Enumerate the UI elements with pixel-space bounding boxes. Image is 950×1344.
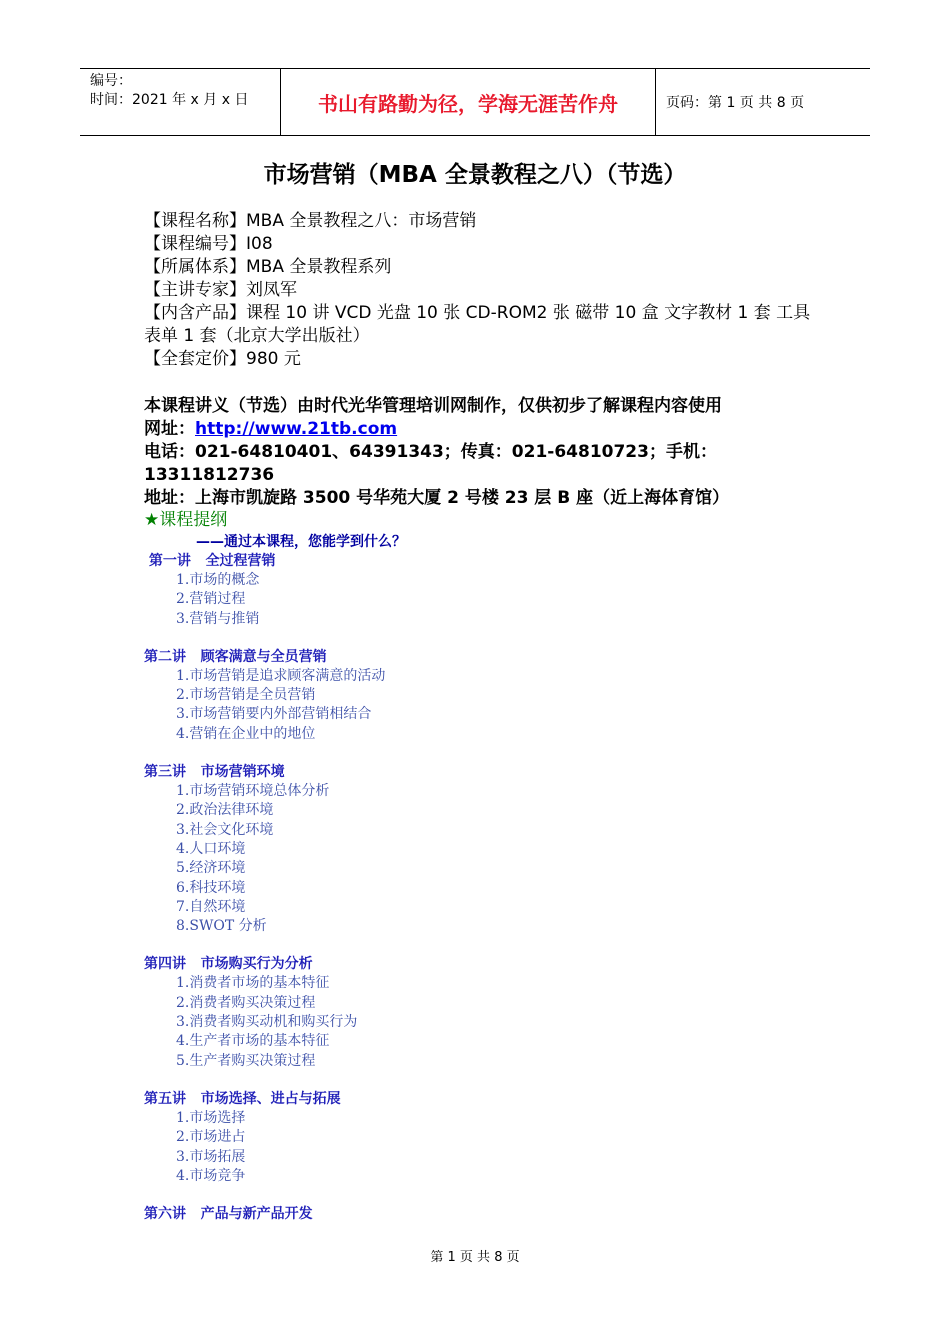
info-value: 980 元	[246, 349, 301, 369]
list-item: 3.市场拓展	[176, 1148, 246, 1165]
lecture-2	[144, 648, 844, 744]
list-item: 4.人口环境	[176, 840, 246, 857]
lecture-1	[144, 552, 844, 629]
list-item: 5.生产者购买决策过程	[176, 1052, 316, 1069]
info-row	[144, 256, 824, 279]
list-item: 7.自然环境	[176, 898, 246, 915]
contact-block	[144, 395, 844, 510]
list-item: 1.市场选择	[176, 1109, 246, 1126]
lecture-title: 第五讲 市场选择、进占与拓展	[144, 1090, 341, 1107]
lecture-6	[144, 1205, 844, 1224]
page-title: 市场营销（MBA 全景教程之八）（节选）	[263, 162, 687, 188]
lecture-title: 第二讲 顾客满意与全员营销	[144, 648, 327, 665]
website-label: 网址：	[144, 419, 195, 439]
header-table	[80, 68, 870, 136]
info-row	[144, 210, 824, 233]
lecture-title: 第四讲 市场购买行为分析	[144, 956, 313, 973]
info-value: 刘凤军	[246, 280, 297, 300]
lecture-title: 第三讲 市场营销环境	[144, 764, 285, 781]
lecture-items	[144, 974, 844, 1070]
lecture-title: 第一讲 全过程营销	[144, 553, 276, 569]
page-footer: 第 1 页 共 8 页	[430, 1250, 520, 1265]
info-label: 【课程编号】	[144, 234, 246, 254]
phone-line: 电话：021-64810401、64391343；传真：021-64810723；手机：13311812736	[144, 442, 717, 485]
page-info: 页码：第 1 页 共 8 页	[666, 95, 805, 111]
info-value: MBA 全景教程系列	[246, 257, 392, 277]
list-item: 4.市场竞争	[176, 1167, 246, 1184]
list-item: 2.市场进占	[176, 1129, 246, 1146]
list-item: 1.市场的概念	[176, 572, 260, 588]
info-row	[144, 348, 824, 371]
list-item: 3.消费者购买动机和购买行为	[176, 1014, 358, 1031]
list-item: 8.SWOT 分析	[176, 918, 267, 935]
list-item: 3.市场营销要内外部营销相结合	[176, 706, 372, 723]
lecture-4	[144, 955, 844, 1070]
course-outline	[144, 508, 844, 1224]
info-label: 【内含产品】	[144, 303, 246, 323]
time-label: 时间：2021 年 x 月 x 日	[90, 92, 249, 108]
lecture-title: 第六讲 产品与新产品开发	[144, 1206, 313, 1223]
lecture-items	[144, 1109, 844, 1186]
outline-subheading: ——通过本课程，您能学到什么？	[196, 534, 406, 550]
lecture-3	[144, 763, 844, 936]
info-label: 【课程名称】	[144, 211, 246, 231]
list-item: 1.消费者市场的基本特征	[176, 975, 330, 992]
notice-text: 本课程讲义（节选）由时代光华管理培训网制作，仅供初步了解课程内容使用	[144, 396, 722, 416]
list-item: 5.经济环境	[176, 860, 246, 877]
list-item: 6.科技环境	[176, 879, 246, 896]
info-row	[144, 233, 824, 256]
lecture-items	[144, 667, 844, 744]
list-item: 3.营销与推销	[176, 610, 260, 627]
lecture-5	[144, 1090, 844, 1186]
info-row	[144, 279, 824, 302]
info-label: 【所属体系】	[144, 257, 246, 277]
header-meta	[80, 69, 280, 135]
course-info	[144, 210, 824, 371]
info-value: I08	[246, 234, 273, 254]
website-row	[144, 418, 844, 441]
info-value: MBA 全景教程之八：市场营销	[246, 211, 477, 231]
website-link[interactable]: http://www.21tb.com	[195, 419, 398, 439]
list-item: 1.市场营销是追求顾客满意的活动	[176, 667, 386, 684]
lecture-items	[144, 782, 844, 936]
list-item: 3.社会文化环境	[176, 821, 274, 838]
list-item: 4.生产者市场的基本特征	[176, 1033, 330, 1050]
number-label: 编号：	[90, 73, 132, 89]
list-item: 4.营销在企业中的地位	[176, 725, 316, 742]
address-line: 地址：上海市凯旋路 3500 号华苑大厦 2 号楼 23 层 B 座（近上海体育馆）	[144, 488, 730, 508]
info-row	[144, 302, 824, 348]
list-item: 2.营销过程	[176, 591, 246, 608]
info-value: 课程 10 讲 VCD 光盘 10 张 CD-ROM2 张 磁带 10 盒 文字教材 1 套 工具表单 1 套（北京大学出版社）	[144, 303, 811, 346]
list-item: 2.市场营销是全员营销	[176, 687, 316, 704]
lecture-items	[144, 571, 844, 629]
info-label: 【全套定价】	[144, 349, 246, 369]
list-item: 2.消费者购买决策过程	[176, 994, 316, 1011]
list-item: 1.市场营销环境总体分析	[176, 783, 330, 800]
list-item: 2.政治法律环境	[176, 802, 274, 819]
info-label: 【主讲专家】	[144, 280, 246, 300]
motto: 书山有路勤为径，学海无涯苦作舟	[280, 69, 656, 135]
outline-heading: ★课程提纲	[144, 510, 228, 530]
